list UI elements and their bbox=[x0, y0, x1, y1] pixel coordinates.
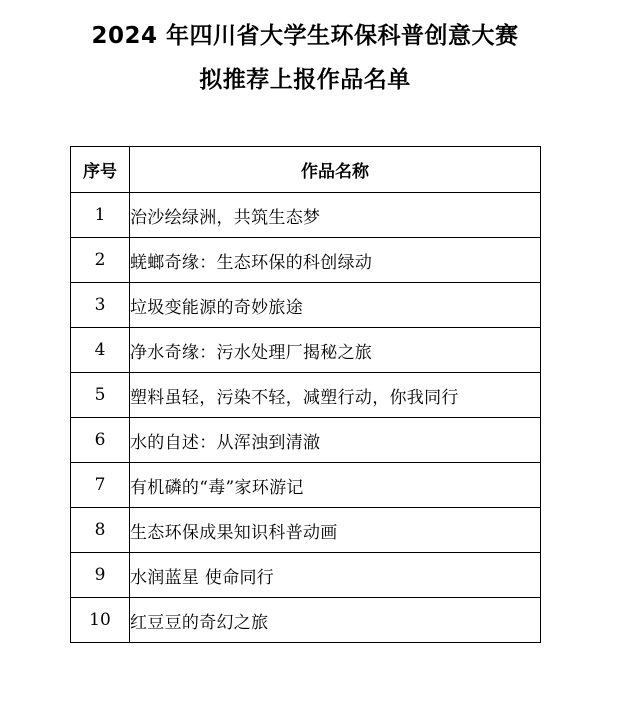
row-work-name: 红豆豆的奇幻之旅 bbox=[130, 598, 541, 643]
title-line-1: 2024 年四川省大学生环保科普创意大赛 bbox=[91, 23, 519, 49]
table-row bbox=[71, 328, 541, 373]
row-serial-number: 9 bbox=[71, 553, 130, 598]
table-row bbox=[71, 598, 541, 643]
table-row bbox=[71, 238, 541, 283]
row-serial-number: 10 bbox=[71, 598, 130, 643]
row-work-name: 净水奇缘：污水处理厂揭秘之旅 bbox=[130, 328, 541, 373]
table-row bbox=[71, 193, 541, 238]
row-work-name: 水的自述：从浑浊到清澈 bbox=[130, 418, 541, 463]
row-work-name: 有机磷的“毒”家环游记 bbox=[130, 463, 541, 508]
header-work-name: 作品名称 bbox=[130, 147, 541, 193]
row-work-name: 治沙绘绿洲，共筑生态梦 bbox=[130, 193, 541, 238]
table-row bbox=[71, 418, 541, 463]
header-serial-number: 序号 bbox=[71, 147, 130, 193]
table-row bbox=[71, 283, 541, 328]
row-serial-number: 4 bbox=[71, 328, 130, 373]
table-row bbox=[71, 553, 541, 598]
row-serial-number: 7 bbox=[71, 463, 130, 508]
row-work-name: 蜣螂奇缘：生态环保的科创绿动 bbox=[130, 238, 541, 283]
row-serial-number: 1 bbox=[71, 193, 130, 238]
table-row bbox=[71, 463, 541, 508]
row-work-name: 塑料虽轻，污染不轻，减塑行动，你我同行 bbox=[130, 373, 541, 418]
table-row bbox=[71, 373, 541, 418]
row-work-name: 垃圾变能源的奇妙旅途 bbox=[130, 283, 541, 328]
row-serial-number: 2 bbox=[71, 238, 130, 283]
row-serial-number: 8 bbox=[71, 508, 130, 553]
works-table bbox=[70, 146, 541, 643]
title-line-2: 拟推荐上报作品名单 bbox=[199, 67, 411, 93]
row-serial-number: 5 bbox=[71, 373, 130, 418]
row-work-name: 生态环保成果知识科普动画 bbox=[130, 508, 541, 553]
table-header-row bbox=[71, 147, 541, 193]
document-title bbox=[0, 14, 610, 102]
row-serial-number: 6 bbox=[71, 418, 130, 463]
row-work-name: 水润蓝星 使命同行 bbox=[130, 553, 541, 598]
table-row bbox=[71, 508, 541, 553]
row-serial-number: 3 bbox=[71, 283, 130, 328]
